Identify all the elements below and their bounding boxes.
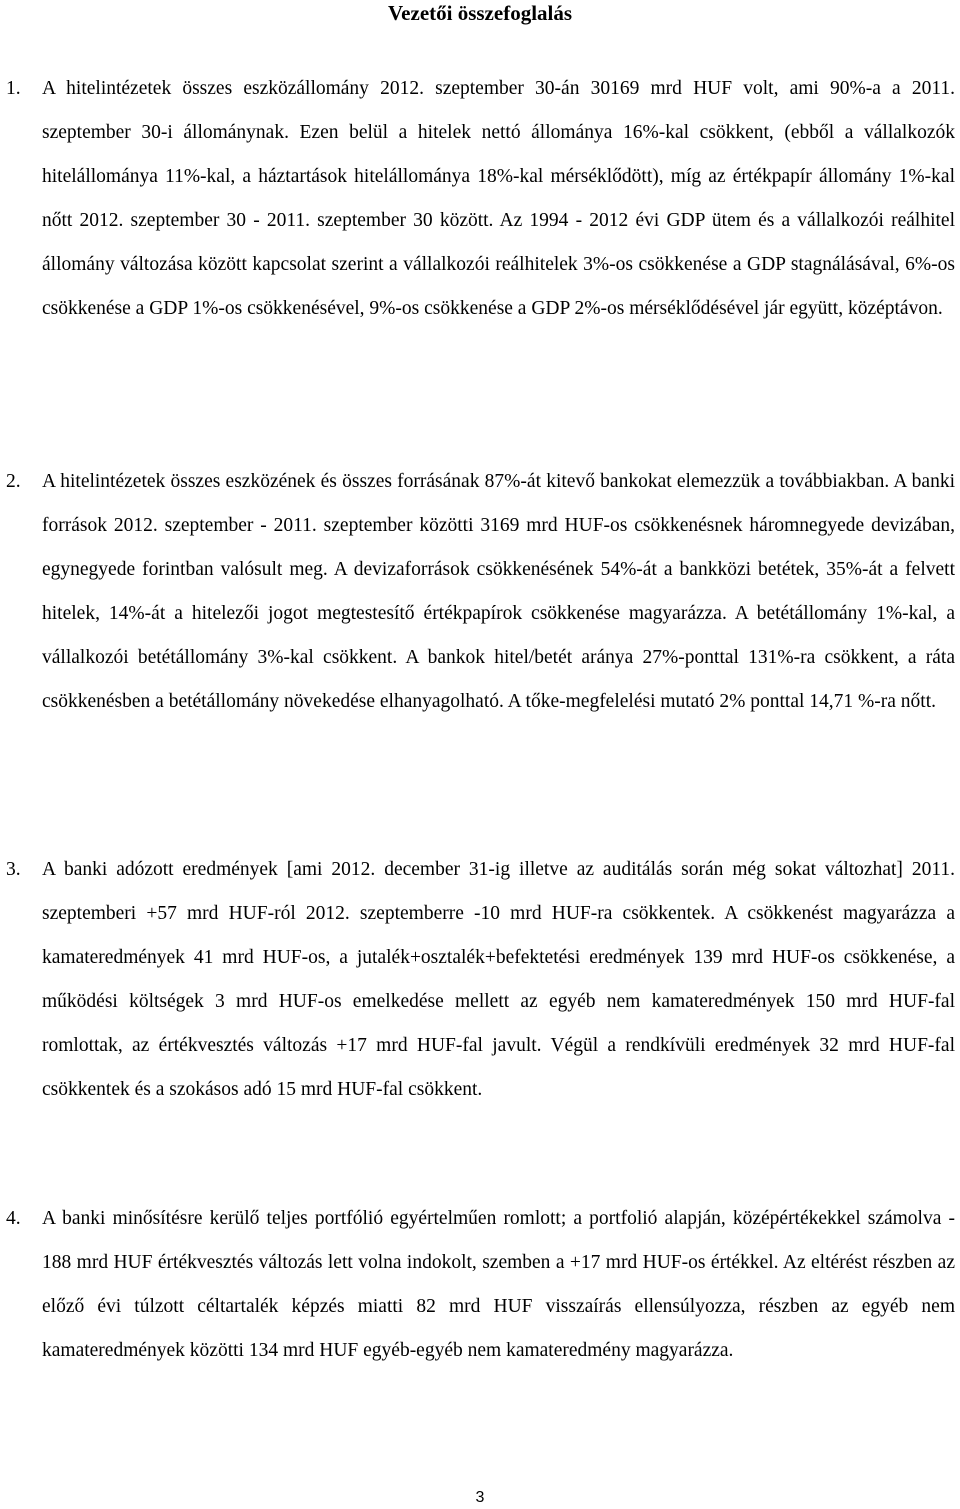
page-title: Vezetői összefoglalás — [387, 1, 573, 25]
paragraph-3: A banki adózott eredmények [ami 2012. december 31-ig illetve az auditálás során még sokat változhat] 2011. szeptemberi +57 mrd HUF-ról 2012. szeptemberre -10 mrd HUF-ra csökkentek. A csökkenést magyarázza a kamateredmények 41 mrd HUF-os, a jutalék+osztalék+befektetési eredmények 139 mrd HUF-os csökkenése, a működési költségek 3 mrd HUF-os emelkedése mellett az egyéb nem kamateredmények 150 mrd HUF-fal romlottak, az értékvesztés változás +17 mrd HUF-fal javult. Végül a rendkívüli eredmények 32 mrd HUF-fal csökkentek és a szokásos adó 15 mrd HUF-fal csökkent. — [42, 859, 955, 1100]
paragraph-4: A banki minősítésre kerülő teljes portfólió egyértelműen romlott; a portfolió alapján, középértékekkel számolva - 188 mrd HUF értékvesztés változás lett volna indokolt, szemben a +17 mrd HUF-os értékkel. Az eltérést részben az előző évi túlzott céltartalék képzés miatti 82 mrd HUF visszaírás ellensúlyozza, részben az egyéb nem kamateredmények közötti 134 mrd HUF egyéb-egyéb nem kamateredmény magyarázza. — [42, 1208, 955, 1361]
paragraph-number-2: 2. — [6, 471, 21, 492]
paragraph-1: A hitelintézetek összes eszközállomány 2012. szeptember 30-án 30169 mrd HUF volt, ami 90%-a a 2011. szeptember 30-i állománynak. Ezen belül a hitelek nettó állománya 16%-kal csökkent, (ebből a vállalkozók hitelállománya 11%-kal, a háztartások hitelállománya 18%-kal mérséklődött), míg az értékpapír állomány 1%-kal nőtt 2012. szeptember 30 - 2011. szeptember 30 között. Az 1994 - 2012 évi GDP ütem és a vállalkozói reálhitel állomány változása között kapcsolat szerint a vállalkozói reálhitelek 3%-os csökkenése a GDP stagnálásával, 6%-os csökkenése a GDP 1%-os csökkenésével, 9%-os csökkenése a GDP 2%-os mérséklődésével jár együtt, középtávon. — [42, 78, 955, 319]
paragraph-number-4: 4. — [6, 1208, 21, 1229]
page-number: 3 — [475, 1489, 485, 1506]
paragraph-2: A hitelintézetek összes eszközének és összes forrásának 87%-át kitevő bankokat elemezzük a továbbiakban. A banki források 2012. szeptember - 2011. szeptember közötti 3169 mrd HUF-os csökkenésnek háromnegyede devizában, egynegyede forintban valósult meg. A devizaforrások csökkenésének 54%-át a bankközi betétek, 35%-át a felvett hitelek, 14%-át a hitelezői jogot megtestesítő értékpapírok csökkenése magyarázza. A betétállomány 1%-kal, a vállalkozói betétállomány 3%-kal csökkent. A bankok hitel/betét aránya 27%-ponttal 131%-ra csökkent, a ráta csökkenésben a betétállomány növekedése elhanyagolható. A tőke-megfelelési mutató 2% ponttal 14,71 %-ra nőtt. — [42, 471, 955, 712]
paragraph-number-3: 3. — [6, 859, 21, 880]
paragraph-number-1: 1. — [6, 78, 21, 99]
